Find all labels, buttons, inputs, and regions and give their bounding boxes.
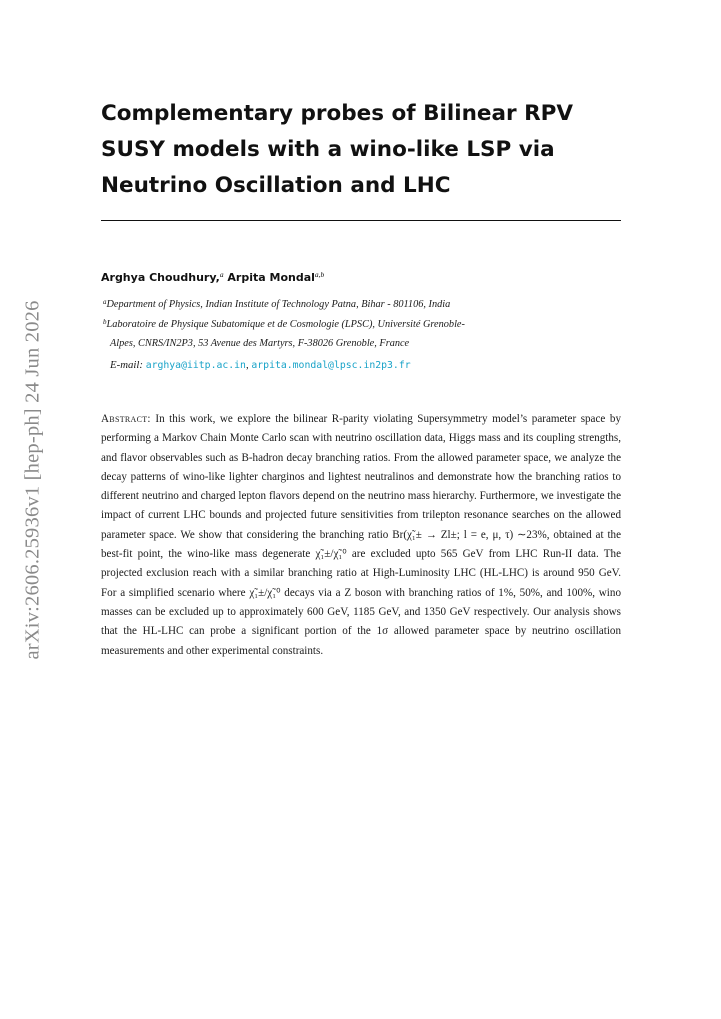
email-link-mondal[interactable]: arpita.mondal@lpsc.in2p3.fr	[251, 360, 411, 371]
title-line-1: Complementary probes of Bilinear RPV	[101, 101, 574, 126]
abstract-block	[101, 410, 621, 661]
affiliation-mark: b	[103, 318, 107, 326]
email-link-choudhury[interactable]: arghya@iitp.ac.in	[145, 360, 246, 371]
author-name-mondal: Arpita Mondal	[227, 271, 315, 284]
paper-title	[101, 96, 621, 204]
title-line-3: Neutrino Oscillation and LHC	[101, 173, 451, 198]
author-list	[101, 270, 324, 284]
abstract-text: In this work, we explore the bilinear R-parity violating Supersymmetry model’s parameter space by performing a Markov Chain Monte Carlo scan with neutrino oscillation data, Higgs mass and its coupling strengths, and flavor observables such as B-hadron decay branching ratios. From the allowed parameter space, we analyze the decay patterns of wino-like lighter charginos and lightest neutralinos and demonstrate how the branching ratios to different neutrino and charged lepton flavors depend on the neutrino mass hierarchy. Furthermore, we investigate the impact of current LHC bounds and projected future sensitivities from trilepton resonance searches on the allowed parameter space. We show that considering the branching ratio Br(χ̃₁± → Zl±; l = e, μ, τ) ∼23%, obtained at the best-fit point, the wino-like mass degenerate χ̃₁±/χ̃₁⁰ are excluded upto 565 GeV from LHC Run-II data. The projected exclusion reach with a similar branching ratio at High-Luminosity LHC (HL-LHC) is around 950 GeV. For a simplified scenario where χ̃₁±/χ̃₁⁰ decays via a Z boson with branching ratios of 1%, 50%, and 100%, wino masses can be excluded up to approximately 600 GeV, 1185 GeV, and 1350 GeV respectively. Our analysis shows that the HL-LHC can probe a significant portion of the 1σ allowed parameter space by neutrino oscillation measurements and other experimental constraints.	[101, 413, 621, 657]
email-line	[110, 359, 411, 371]
email-label: E-mail:	[110, 359, 143, 371]
title-line-2: SUSY models with a wino-like LSP via	[101, 137, 555, 162]
affiliation-b	[103, 313, 623, 353]
affiliation-mark: a	[103, 298, 107, 306]
affiliation-a	[103, 293, 623, 314]
author-affiliation-mark: a,b	[314, 270, 325, 279]
affiliation-text-line-1: Laboratoire de Physique Subatomique et de Cosmologie (LPSC), Université Grenoble-	[106, 319, 465, 330]
arxiv-identifier-stamp: arXiv:2606.25936v1 [hep-ph] 24 Jun 2026	[21, 300, 44, 660]
title-rule	[101, 220, 621, 221]
author-affiliation-mark: a	[219, 270, 224, 279]
affiliation-text: Department of Physics, Indian Institute of Technology Patna, Bihar - 801106, India	[106, 299, 451, 310]
author-name-choudhury: Arghya Choudhury,	[101, 271, 220, 284]
email-separator: ,	[245, 359, 249, 371]
affiliation-text-line-2: Alpes, CNRS/IN2P3, 53 Avenue des Martyrs, F-38026 Grenoble, France	[110, 338, 410, 349]
abstract-heading: Abstract:	[101, 413, 151, 425]
